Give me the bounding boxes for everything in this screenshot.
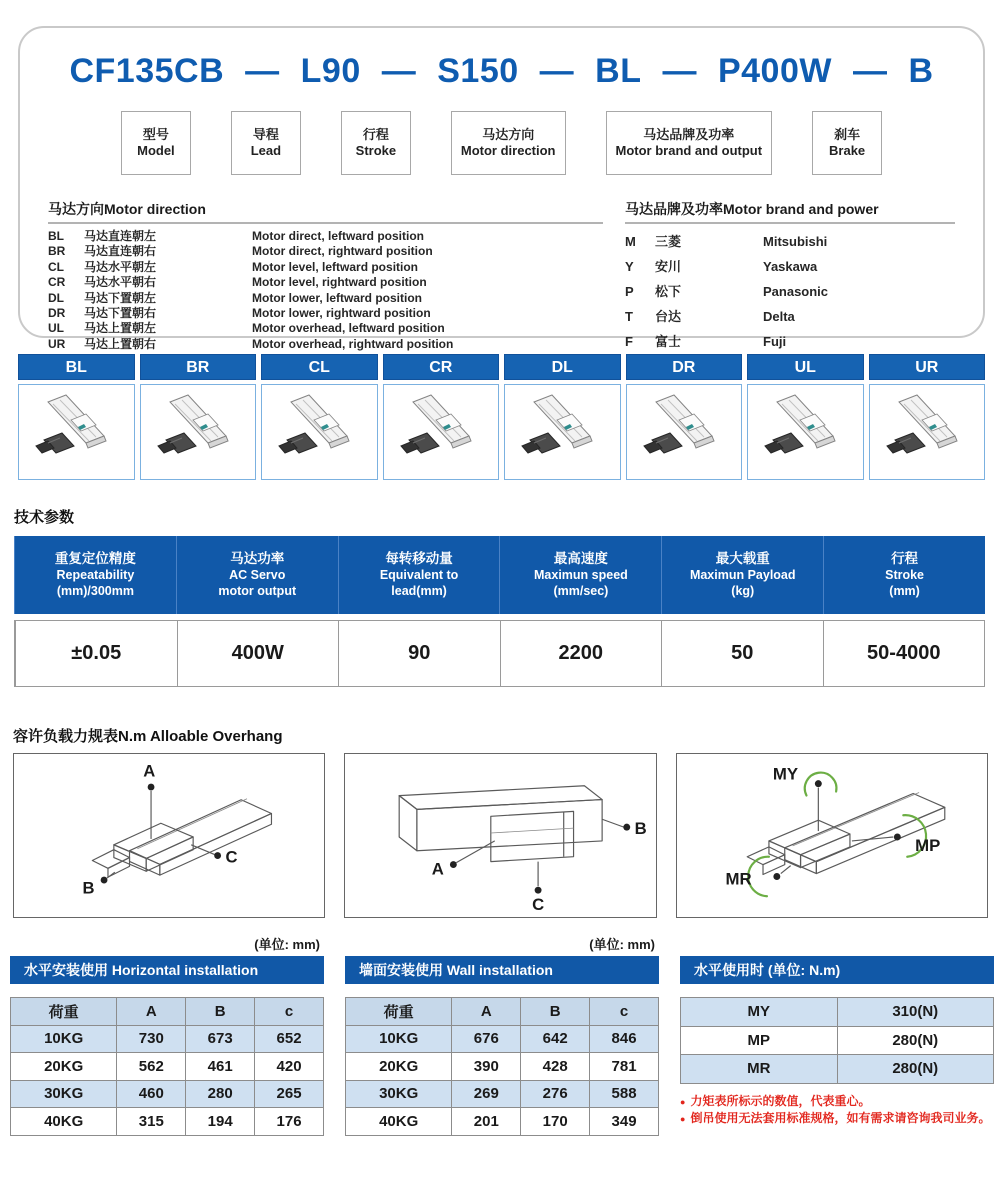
load-cell: 40KG: [11, 1108, 117, 1136]
variant-label: UR: [869, 354, 986, 380]
load-cell: 40KG: [346, 1108, 452, 1136]
variant-panel: [504, 354, 621, 480]
table-row: [11, 1053, 324, 1081]
actuator-illustration-icon: [634, 390, 734, 474]
direction-code: DR: [48, 306, 66, 321]
overhang-diagram-isometric: [13, 753, 325, 918]
variant-panel: [869, 354, 986, 480]
value-b-cell: 194: [186, 1108, 255, 1136]
variant-label: BL: [18, 354, 135, 380]
column-header: c: [590, 998, 659, 1026]
variant-image: [626, 384, 743, 480]
model-code-segment: —: [381, 52, 417, 90]
column-header: c: [255, 998, 324, 1026]
code-legend-en: Motor direction: [460, 143, 556, 158]
model-code-segment: S150: [437, 52, 519, 90]
tech-column-header: [823, 536, 985, 614]
tech-header-cn: 行程: [891, 551, 919, 566]
tech-column-header: [338, 536, 500, 614]
load-cell: 10KG: [346, 1025, 452, 1053]
tech-table-values: [14, 620, 985, 687]
value-c-cell: 588: [590, 1080, 659, 1108]
wall-installation-title: 墙面安装使用 Wall installation: [345, 956, 659, 984]
model-code-segment: —: [662, 52, 697, 90]
moment-column: [680, 934, 994, 1136]
load-cell: 20KG: [346, 1053, 452, 1081]
overhang-label-c: C: [532, 894, 545, 914]
code-legend-cn: 型号: [142, 127, 169, 142]
overhang-label-c: C: [225, 847, 238, 867]
overhang-diagrams: [13, 753, 988, 918]
actuator-illustration-icon: [512, 390, 612, 474]
tech-header-en: AC Servo: [229, 568, 286, 582]
tech-header-en: Maximun speed: [534, 568, 628, 582]
brand-code: F: [625, 334, 633, 349]
motor-direction-list: [48, 199, 603, 354]
motor-brand-row: [625, 329, 955, 354]
brand-cn: 安川: [655, 259, 682, 274]
motor-direction-row: [48, 337, 603, 352]
table-row: [11, 1025, 324, 1053]
footnote-text: 力矩表所标示的数值，代表重心。: [690, 1093, 871, 1108]
motor-brand-list: [603, 199, 955, 354]
value-b-cell: 170: [521, 1108, 590, 1136]
model-code-title: [48, 52, 955, 91]
table-row: [11, 1080, 324, 1108]
brand-en: Mitsubishi: [763, 234, 828, 249]
load-cell: 30KG: [11, 1080, 117, 1108]
motor-brand-title: 马达品牌及功率Motor brand and power: [625, 199, 955, 224]
tech-column-header: [14, 536, 176, 614]
column-header: B: [521, 998, 590, 1026]
tech-value-cell: ±0.05: [15, 621, 177, 686]
value-b-cell: 673: [186, 1025, 255, 1053]
variant-label: DL: [504, 354, 621, 380]
tech-value-cell: 400W: [177, 621, 339, 686]
variant-label: DR: [626, 354, 743, 380]
footnote: [680, 1110, 994, 1127]
variant-image: [869, 384, 986, 480]
value-c-cell: 652: [255, 1025, 324, 1053]
tech-header-en: Repeatability: [56, 568, 135, 582]
value-b-cell: 428: [521, 1053, 590, 1081]
footnote-text: 倒吊使用无法套用标准规格，如有需求请咨询我司业务。: [690, 1110, 991, 1125]
motor-direction-title: 马达方向Motor direction: [48, 199, 603, 224]
code-legend-en: Motor brand and output: [615, 143, 763, 158]
code-legend-cn: 刹车: [834, 127, 861, 142]
variant-image: [747, 384, 864, 480]
table-row: [346, 1025, 659, 1053]
column-header: A: [117, 998, 186, 1026]
direction-code: CL: [48, 259, 64, 274]
legend-lists: [48, 199, 955, 354]
tech-header-cn: 重复定位精度: [54, 551, 136, 566]
tech-header-en: Stroke: [885, 568, 925, 582]
direction-en: Motor lower, rightward position: [252, 306, 431, 321]
tech-header-unit: motor output: [218, 584, 297, 598]
direction-cn: 马达水平朝左: [84, 259, 157, 274]
value-b-cell: 642: [521, 1025, 590, 1053]
direction-cn: 马达上置朝右: [84, 336, 157, 351]
variant-image: [261, 384, 378, 480]
direction-cn: 马达直连朝右: [84, 244, 157, 259]
model-code-segment: —: [852, 52, 888, 90]
motor-direction-rows: [48, 229, 603, 352]
actuator-illustration-icon: [391, 390, 491, 474]
variant-panel: [747, 354, 864, 480]
table-header-row: [11, 998, 324, 1026]
model-code-segment: BL: [595, 52, 642, 90]
value-a-cell: 269: [452, 1080, 521, 1108]
value-c-cell: 265: [255, 1080, 324, 1108]
table-row: [346, 1053, 659, 1081]
overhang-label-b: B: [634, 819, 648, 839]
value-a-cell: 315: [117, 1108, 186, 1136]
code-legend-cn: 马达方向: [482, 127, 535, 142]
unit-label-mm: (单位: mm): [589, 937, 655, 952]
brand-cn: 台达: [655, 309, 682, 324]
column-header: 荷重: [346, 998, 452, 1026]
motor-direction-panels: [18, 354, 985, 480]
actuator-illustration-icon: [148, 390, 248, 474]
overhang-label-b: B: [82, 878, 95, 898]
brand-en: Yaskawa: [763, 259, 818, 274]
code-legend-box: [231, 111, 301, 175]
code-legend-cn: 行程: [362, 127, 389, 142]
horizontal-installation-column: [10, 934, 324, 1136]
footnotes: [680, 1093, 994, 1128]
tech-header-unit: (mm): [889, 584, 920, 598]
direction-code: BR: [48, 244, 66, 259]
tech-column-header: [499, 536, 661, 614]
brand-en: Panasonic: [763, 284, 829, 299]
overhang-label-a: A: [432, 859, 445, 879]
model-code-segment: —: [245, 52, 280, 90]
direction-cn: 马达水平朝右: [84, 275, 157, 290]
overhang-label-a: A: [143, 761, 156, 781]
direction-cn: 马达上置朝左: [84, 321, 157, 336]
column-header: 荷重: [11, 998, 117, 1026]
tech-value-cell: 50-4000: [823, 621, 985, 686]
unit-spacer: [680, 934, 994, 956]
motor-direction-row: [48, 291, 603, 306]
tech-header-cn: 马达功率: [230, 551, 285, 566]
variant-panel: [140, 354, 257, 480]
actuator-illustration-icon: [269, 390, 369, 474]
tech-value-cell: 2200: [500, 621, 662, 686]
unit-label-mm: (单位: mm): [254, 937, 320, 952]
table-row: [681, 1026, 994, 1055]
value-c-cell: 349: [590, 1108, 659, 1136]
overhang-label-mp: MP: [914, 835, 940, 855]
tech-header-unit: lead(mm): [391, 584, 447, 598]
brand-code: T: [625, 309, 633, 324]
value-c-cell: 781: [590, 1053, 659, 1081]
code-legend-box: [606, 111, 773, 175]
direction-code: BL: [48, 229, 64, 243]
direction-en: Motor lower, leftward position: [252, 290, 423, 305]
direction-en: Motor overhead, leftward position: [252, 321, 445, 336]
value-b-cell: 461: [186, 1053, 255, 1081]
code-legend-en: Brake: [829, 143, 866, 158]
tech-section-title: 技术参数: [14, 509, 75, 526]
tech-header-cn: 最大载重: [715, 551, 770, 566]
direction-en: Motor overhead, rightward position: [252, 336, 454, 351]
code-legend-en: Model: [137, 143, 175, 158]
variant-label: UL: [747, 354, 864, 380]
footnote: [680, 1093, 994, 1110]
load-cell: 20KG: [11, 1053, 117, 1081]
direction-code: UR: [48, 336, 66, 351]
bullet-icon: ●: [680, 1096, 686, 1107]
motor-direction-row: [48, 306, 603, 321]
moment-table-title: 水平使用时 (单位: N.m): [680, 956, 994, 984]
tech-table-header: [14, 536, 985, 614]
direction-code: DL: [48, 290, 64, 305]
tech-header-unit: (kg): [731, 584, 755, 598]
code-legend-cn: 马达品牌及功率: [643, 127, 735, 142]
actuator-illustration-icon: [755, 390, 855, 474]
tech-header-en: Equivalent to: [379, 568, 459, 582]
value-c-cell: 420: [255, 1053, 324, 1081]
variant-image: [383, 384, 500, 480]
load-cell: 10KG: [11, 1025, 117, 1053]
brand-en: Fuji: [763, 334, 787, 349]
brand-code: M: [625, 234, 636, 249]
direction-en: Motor level, leftward position: [252, 259, 419, 274]
tech-value-cell: 50: [661, 621, 823, 686]
brand-cn: 富士: [655, 334, 682, 349]
model-code-card: [18, 26, 985, 351]
horizontal-installation-table: [10, 997, 324, 1136]
actuator-illustration-icon: [877, 390, 977, 474]
table-row: [346, 1108, 659, 1136]
motor-direction-row: [48, 275, 603, 290]
direction-cn: 马达下置朝右: [84, 306, 157, 321]
tech-value-cell: 90: [338, 621, 500, 686]
wall-installation-column: [345, 934, 659, 1136]
value-a-cell: 201: [452, 1108, 521, 1136]
moment-name-cell: MY: [681, 998, 838, 1027]
installation-tables: [10, 934, 994, 1136]
direction-en: Motor direct, leftward position: [252, 229, 425, 243]
table-row: [681, 998, 994, 1027]
load-cell: 30KG: [346, 1080, 452, 1108]
overhang-section-title: 容许负载力规表N.m Alloable Overhang: [13, 728, 283, 745]
code-legend-box: [341, 111, 411, 175]
model-code-segment: P400W: [717, 52, 832, 90]
column-header: A: [452, 998, 521, 1026]
brand-cn: 三菱: [655, 234, 682, 249]
direction-cn: 马达下置朝左: [84, 290, 157, 305]
bullet-icon: ●: [680, 1113, 686, 1124]
variant-label: CR: [383, 354, 500, 380]
moment-name-cell: MR: [681, 1055, 838, 1084]
code-legend-en: Stroke: [355, 143, 397, 158]
moment-value-cell: 310(N): [837, 998, 994, 1027]
code-legend-cn: 导程: [252, 127, 279, 142]
overhang-label-mr: MR: [725, 869, 752, 889]
actuator-illustration-icon: [26, 390, 126, 474]
value-a-cell: 676: [452, 1025, 521, 1053]
variant-panel: [383, 354, 500, 480]
overhang-diagram-moments: [676, 753, 988, 918]
direction-en: Motor level, rightward position: [252, 275, 427, 290]
value-c-cell: 846: [590, 1025, 659, 1053]
column-header: B: [186, 998, 255, 1026]
variant-image: [140, 384, 257, 480]
direction-code: UL: [48, 321, 64, 336]
brand-code: Y: [625, 259, 634, 274]
code-legend-box: [812, 111, 882, 175]
tech-header-unit: (mm)/300mm: [56, 584, 134, 598]
code-legend-box: [121, 111, 191, 175]
motor-direction-row: [48, 229, 603, 244]
variant-panel: [626, 354, 743, 480]
direction-en: Motor direct, rightward position: [252, 244, 433, 259]
value-b-cell: 276: [521, 1080, 590, 1108]
horizontal-installation-title: 水平安装使用 Horizontal installation: [10, 956, 324, 984]
model-code-segment: CF135CB: [69, 52, 225, 90]
model-code-segment: L90: [300, 52, 361, 90]
motor-brand-row: [625, 279, 955, 304]
wall-installation-table: [345, 997, 659, 1136]
direction-cn: 马达直连朝左: [84, 229, 157, 243]
tech-column-header: [661, 536, 823, 614]
variant-panel: [18, 354, 135, 480]
value-a-cell: 390: [452, 1053, 521, 1081]
moment-value-cell: 280(N): [837, 1055, 994, 1084]
value-a-cell: 730: [117, 1025, 186, 1053]
value-b-cell: 280: [186, 1080, 255, 1108]
motor-brand-row: [625, 229, 955, 254]
variant-image: [504, 384, 621, 480]
tech-header-unit: (mm/sec): [553, 584, 609, 598]
table-row: [11, 1108, 324, 1136]
variant-image: [18, 384, 135, 480]
tech-header-en: Maximun Payload: [689, 568, 796, 582]
tech-header-cn: 每转移动量: [385, 551, 453, 566]
table-header-row: [346, 998, 659, 1026]
motor-direction-row: [48, 244, 603, 259]
motor-direction-row: [48, 321, 603, 336]
value-a-cell: 460: [117, 1080, 186, 1108]
table-row: [346, 1080, 659, 1108]
code-legend-en: Lead: [250, 143, 282, 158]
motor-brand-row: [625, 304, 955, 329]
value-a-cell: 562: [117, 1053, 186, 1081]
variant-label: BR: [140, 354, 257, 380]
overhang-diagram-wall: [344, 753, 656, 918]
variant-panel: [261, 354, 378, 480]
tech-header-cn: 最高速度: [553, 551, 608, 566]
motor-brand-rows: [625, 229, 955, 354]
table-row: [681, 1055, 994, 1084]
variant-label: CL: [261, 354, 378, 380]
moment-table: [680, 997, 994, 1084]
motor-brand-row: [625, 254, 955, 279]
model-code-segment: —: [539, 52, 575, 90]
tech-column-header: [176, 536, 338, 614]
moment-name-cell: MP: [681, 1026, 838, 1055]
moment-value-cell: 280(N): [837, 1026, 994, 1055]
brand-cn: 松下: [655, 284, 682, 299]
brand-code: P: [625, 284, 634, 299]
value-c-cell: 176: [255, 1108, 324, 1136]
direction-code: CR: [48, 275, 66, 290]
motor-direction-row: [48, 260, 603, 275]
code-legend-box: [451, 111, 566, 175]
code-legend-row: [48, 111, 955, 175]
overhang-label-my: MY: [772, 764, 798, 784]
brand-en: Delta: [763, 309, 795, 324]
model-code-segment: B: [908, 52, 934, 90]
